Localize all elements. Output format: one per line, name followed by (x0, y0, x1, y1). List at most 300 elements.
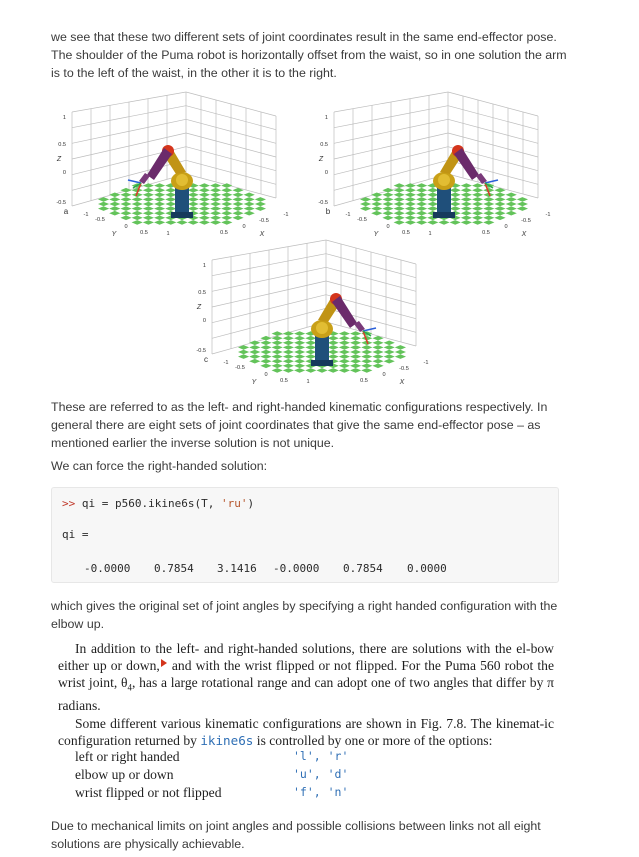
x-tick-label: -1 (545, 212, 551, 218)
floor-tile (199, 216, 210, 221)
floor-tile (143, 193, 154, 198)
floor-tile (394, 206, 405, 211)
x-tick-label: 0 (242, 224, 246, 230)
closing-paragraph: Due to mechanical limits on joint angles and possible collisions between links not all eight solutions are physically achievable. (51, 819, 541, 851)
output-value: -0.0000 (84, 562, 131, 575)
plot-svg (40, 88, 302, 240)
figure-7-8 (40, 88, 600, 388)
book-text: is controlled by one or more of the options: (253, 732, 493, 748)
output-value: 0.7854 (154, 562, 194, 575)
floor-tile (416, 216, 427, 221)
floor-tile (427, 188, 438, 193)
floor-tile (384, 359, 395, 364)
floor-tile (272, 368, 283, 373)
option-row (75, 766, 515, 783)
z-tick-label: -0.5 (318, 200, 328, 206)
z-tick-label: 1 (202, 263, 206, 269)
floor-tile (199, 202, 210, 207)
floor-tile (350, 350, 361, 355)
option-row (75, 784, 515, 801)
floor-tile (154, 197, 165, 202)
floor-tile (461, 183, 472, 188)
y-tick-label: -1 (345, 212, 351, 218)
floor-tile (339, 359, 350, 364)
floor-tile (350, 336, 361, 341)
x-tick-label: -0.5 (399, 366, 409, 372)
y-tick-label: -0.5 (357, 217, 367, 223)
floor-tile (394, 193, 405, 198)
floor-tile (461, 216, 472, 221)
floor-tile (294, 359, 305, 364)
floor-tile (350, 364, 361, 369)
z-tick-label: 0 (324, 170, 328, 176)
floor-tile (221, 197, 232, 202)
floor-tile (272, 364, 283, 369)
floor-tile (394, 216, 405, 221)
floor-tile (165, 197, 176, 202)
floor-tile (188, 206, 199, 211)
floor-tile (120, 206, 131, 211)
floor-tile (416, 193, 427, 198)
floor-tile (294, 341, 305, 346)
floor-tile (472, 197, 483, 202)
floor-tile (416, 211, 427, 216)
code-command-line (62, 497, 254, 510)
floor-tile (244, 206, 255, 211)
floor-tile (339, 368, 350, 373)
floor-tile (232, 202, 243, 207)
robot-base-plate (171, 212, 193, 218)
floor-tile (165, 220, 176, 225)
plot-svg (302, 88, 564, 240)
floor-tile (165, 188, 176, 193)
floor-tile (450, 193, 461, 198)
floor-tile (483, 220, 494, 225)
floor-tile (143, 183, 154, 188)
floor-tile (483, 216, 494, 221)
floor-tile (199, 197, 210, 202)
floor-tile (472, 202, 483, 207)
floor-tile (283, 336, 294, 341)
floor-tile (154, 183, 165, 188)
floor-tile (272, 354, 283, 359)
plot-b (302, 88, 564, 240)
floor-tile (143, 197, 154, 202)
floor-tile (272, 359, 283, 364)
floor-tile (360, 202, 371, 207)
floor-tile (405, 193, 416, 198)
floor-tile (461, 206, 472, 211)
floor-tile (328, 336, 339, 341)
option-value: 'f', 'n' (293, 785, 349, 799)
y-tick-label: 0 (124, 224, 128, 230)
floor-tile (132, 197, 143, 202)
floor-tile (249, 345, 260, 350)
floor-tile (328, 350, 339, 355)
floor-tile (154, 216, 165, 221)
theta-subscript: 4 (127, 683, 132, 694)
floor-tile (395, 345, 406, 350)
floor-tile (394, 220, 405, 225)
subfigure-letter: b (325, 207, 331, 216)
floor-tile (272, 350, 283, 355)
floor-tile (255, 202, 266, 207)
floor-tile (210, 193, 221, 198)
floor-tile (98, 206, 109, 211)
floor-tile (416, 197, 427, 202)
output-name: qi = (62, 528, 89, 541)
floor-tile (294, 368, 305, 373)
floor-tile (143, 216, 154, 221)
option-label: wrist flipped or not flipped (75, 785, 222, 800)
floor-tile (339, 364, 350, 369)
floor-tile (360, 206, 371, 211)
z-axis-label: Z (318, 156, 324, 163)
floor-tile (472, 211, 483, 216)
book-text: , has a large rotational range and can adopt one of two angles that differ by π radians. (58, 675, 554, 714)
x-axis-label: X (399, 379, 405, 386)
floor-tile (361, 364, 372, 369)
floor-tile (210, 188, 221, 193)
y-axis-label: Y (251, 379, 257, 386)
floor-tile (416, 202, 427, 207)
option-label: left or right handed (75, 749, 180, 764)
x-tick-label: -1 (423, 360, 429, 366)
y-tick-label: -0.5 (95, 217, 105, 223)
floor-tile (427, 202, 438, 207)
floor-tile (416, 220, 427, 225)
floor-tile (461, 220, 472, 225)
floor-tile (450, 220, 461, 225)
floor-tile (109, 206, 120, 211)
output-value: 0.0000 (407, 562, 447, 575)
floor-tile (199, 193, 210, 198)
floor-tile (132, 220, 143, 225)
floor-tile (506, 206, 517, 211)
floor-tile (405, 211, 416, 216)
floor-tile (283, 359, 294, 364)
floor-tile (244, 211, 255, 216)
floor-tile (232, 216, 243, 221)
floor-tile (272, 331, 283, 336)
floor-tile (109, 202, 120, 207)
y-tick-label: 0.5 (140, 230, 148, 236)
floor-tile (294, 336, 305, 341)
floor-tile (372, 359, 383, 364)
floor-tile (461, 188, 472, 193)
floor-tile (210, 216, 221, 221)
floor-tile (472, 183, 483, 188)
y-tick-label: 1 (166, 231, 170, 237)
z-axis-label: Z (56, 156, 62, 163)
floor-tile (339, 331, 350, 336)
floor-tile (372, 341, 383, 346)
floor-tile (382, 206, 393, 211)
output-value: 0.7854 (343, 562, 383, 575)
floor-tile (339, 341, 350, 346)
floor-tile (188, 220, 199, 225)
book-text: and with the wrist flipped or not flipped. For the Puma 560 robot the wrist joint, θ (58, 658, 554, 691)
floor-tile (372, 345, 383, 350)
y-tick-label: 0.5 (280, 378, 288, 384)
floor-tile (416, 188, 427, 193)
floor-tile (232, 193, 243, 198)
code-block (51, 487, 559, 583)
command-close: ) (247, 497, 255, 510)
floor-tile (283, 341, 294, 346)
floor-tile (450, 206, 461, 211)
floor-tile (132, 206, 143, 211)
floor-tile (165, 193, 176, 198)
floor-tile (494, 197, 505, 202)
floor-tile (405, 202, 416, 207)
floor-tile (260, 364, 271, 369)
floor-tile (350, 331, 361, 336)
floor-tile (472, 206, 483, 211)
floor-tile (405, 188, 416, 193)
floor-tile (210, 220, 221, 225)
floor-tile (361, 359, 372, 364)
floor-tile (120, 193, 131, 198)
floor-tile (427, 193, 438, 198)
floor-tile (210, 197, 221, 202)
floor-tile (506, 202, 517, 207)
floor-tile (260, 345, 271, 350)
floor-tile (305, 350, 316, 355)
floor-tile (384, 341, 395, 346)
result-paragraph: which gives the original set of joint angles by specifying a right handed configuration with the elbow up. (51, 599, 558, 631)
x-axis-label: X (259, 231, 265, 238)
floor-tile (350, 359, 361, 364)
floor-tile (494, 206, 505, 211)
floor-tile (382, 197, 393, 202)
intro-paragraph: we see that these two different sets of joint coordinates result in the same end-effector pose. The shoulder of the Puma robot is horizontally offset from the waist, so in one solution the arm is to the left of the waist, in the other it is to the right. (51, 30, 567, 80)
floor-tile (472, 216, 483, 221)
floor-tile (154, 202, 165, 207)
floor-tile (305, 345, 316, 350)
floor-tile (132, 216, 143, 221)
floor-tile (494, 211, 505, 216)
floor-tile (120, 202, 131, 207)
floor-tile (294, 331, 305, 336)
floor-tile (339, 336, 350, 341)
floor-tile (255, 197, 266, 202)
floor-tile (506, 211, 517, 216)
floor-tile (98, 202, 109, 207)
floor-tile (109, 197, 120, 202)
floor-tile (120, 211, 131, 216)
robot-shoulder-hub (316, 322, 328, 334)
floor-tile (188, 193, 199, 198)
option-value: 'l', 'r' (293, 749, 349, 763)
floor-tile (517, 197, 528, 202)
floor-tile (405, 206, 416, 211)
book-excerpt (58, 640, 554, 749)
z-tick-label: 1 (62, 115, 66, 121)
floor-tile (517, 206, 528, 211)
floor-tile (405, 220, 416, 225)
floor-tile (221, 220, 232, 225)
floor-tile (405, 183, 416, 188)
robot-base-plate (433, 212, 455, 218)
x-tick-label: 0.5 (482, 230, 490, 236)
x-tick-label: 0 (504, 224, 508, 230)
x-tick-label: -1 (283, 212, 289, 218)
floor-tile (165, 206, 176, 211)
floor-tile (143, 220, 154, 225)
floor-tile (361, 345, 372, 350)
floor-tile (260, 359, 271, 364)
floor-tile (350, 345, 361, 350)
floor-tile (494, 202, 505, 207)
book-paragraph-2 (58, 715, 554, 749)
floor-tile (371, 197, 382, 202)
floor-tile (249, 359, 260, 364)
floor-tile (143, 211, 154, 216)
floor-tile (120, 197, 131, 202)
floor-tile (154, 220, 165, 225)
floor-tile (371, 211, 382, 216)
floor-tile (339, 350, 350, 355)
floor-tile (361, 368, 372, 373)
floor-tile (382, 202, 393, 207)
floor-tile (221, 216, 232, 221)
floor-tile (305, 336, 316, 341)
floor-tile (494, 193, 505, 198)
floor-tile (154, 193, 165, 198)
floor-tile (109, 211, 120, 216)
floor-tile (120, 216, 131, 221)
floor-tile (221, 211, 232, 216)
axes-frame (72, 92, 276, 206)
floor-tile (382, 193, 393, 198)
floor-tile (328, 368, 339, 373)
floor-tile (260, 350, 271, 355)
floor-tile (394, 183, 405, 188)
floor-tile (305, 354, 316, 359)
frame-axis (363, 328, 376, 331)
floor-tile (361, 350, 372, 355)
floor-tile (405, 197, 416, 202)
x-axis-label: X (521, 231, 527, 238)
y-tick-label: -0.5 (235, 365, 245, 371)
floor-tile (143, 202, 154, 207)
option-row (75, 748, 515, 765)
floor-tile (461, 197, 472, 202)
floor-tile (283, 368, 294, 373)
floor-tile (249, 350, 260, 355)
floor-tile (382, 211, 393, 216)
subfigure-letter: a (63, 207, 69, 216)
robot-forearm (147, 148, 172, 180)
floor-tile (394, 202, 405, 207)
floor-tile (339, 345, 350, 350)
y-tick-label: -1 (83, 212, 89, 218)
floor-tile (244, 202, 255, 207)
floor-tile (328, 345, 339, 350)
floor-tile (294, 354, 305, 359)
floor-tile (461, 202, 472, 207)
floor-tile (371, 202, 382, 207)
floor-tile (244, 193, 255, 198)
floor-tile (316, 368, 327, 373)
floor-tile (483, 211, 494, 216)
floor-tile (506, 193, 517, 198)
floor-tile (427, 220, 438, 225)
y-tick-label: 1 (428, 231, 432, 237)
floor-tile (371, 206, 382, 211)
configurations-paragraph: These are referred to as the left- and right-handed kinematic configurations respectively. In general there are eight sets of joint coordinates that give the same end-effector pose – as mentioned earlier the inverse solution is not unique. (51, 400, 548, 450)
robot-shoulder-hub (438, 174, 450, 186)
z-tick-label: 1 (324, 115, 328, 121)
floor-tile (232, 197, 243, 202)
floor-tile (372, 350, 383, 355)
floor-tile (210, 202, 221, 207)
floor-tile (405, 216, 416, 221)
floor-tile (176, 220, 187, 225)
floor-tile (339, 354, 350, 359)
floor-tile (221, 202, 232, 207)
margin-note-marker-icon[interactable] (161, 659, 167, 667)
frame-axis (128, 180, 141, 183)
plot-c (180, 236, 442, 388)
command-text: qi = p560.ikine6s(T, (75, 497, 221, 510)
floor-tile (221, 193, 232, 198)
y-tick-label: 0.5 (402, 230, 410, 236)
floor-tile (461, 193, 472, 198)
y-axis-label: Y (373, 231, 379, 238)
floor-tile (395, 354, 406, 359)
floor-tile (384, 345, 395, 350)
floor-tile (283, 354, 294, 359)
floor-tile (132, 202, 143, 207)
floor-tile (132, 211, 143, 216)
floor-tile (328, 341, 339, 346)
floor-tile (188, 188, 199, 193)
floor-tile (461, 211, 472, 216)
floor-tile (372, 354, 383, 359)
floor-tile (372, 364, 383, 369)
floor-tile (350, 368, 361, 373)
floor-tile (517, 202, 528, 207)
floor-tile (305, 341, 316, 346)
floor-tile (294, 350, 305, 355)
x-tick-label: 0.5 (220, 230, 228, 236)
floor-tile (283, 350, 294, 355)
book-text: In addition to the left- and right-handed solutions, there are solutions with the el-bow either up or down, (58, 641, 554, 674)
option-label: elbow up or down (75, 767, 174, 782)
floor-tile (238, 350, 249, 355)
axes-frame (334, 92, 538, 206)
floor-tile (294, 364, 305, 369)
floor-tile (283, 345, 294, 350)
plot-svg (180, 236, 442, 388)
z-tick-label: 0 (202, 318, 206, 324)
floor-tile (384, 350, 395, 355)
y-tick-label: 0 (386, 224, 390, 230)
floor-tile (260, 354, 271, 359)
y-tick-label: 0 (264, 372, 268, 378)
floor-tile (472, 220, 483, 225)
y-axis-label: Y (111, 231, 117, 238)
z-tick-label: -0.5 (56, 200, 66, 206)
floor-tile (98, 197, 109, 202)
option-value: 'u', 'd' (293, 767, 349, 781)
floor-tile (395, 350, 406, 355)
book-text: Some different various kinematic configurations are shown in Fig. 7.8. The kinemat-ic configuration returned by (58, 715, 554, 748)
floor-tile (199, 188, 210, 193)
z-tick-label: 0 (62, 170, 66, 176)
